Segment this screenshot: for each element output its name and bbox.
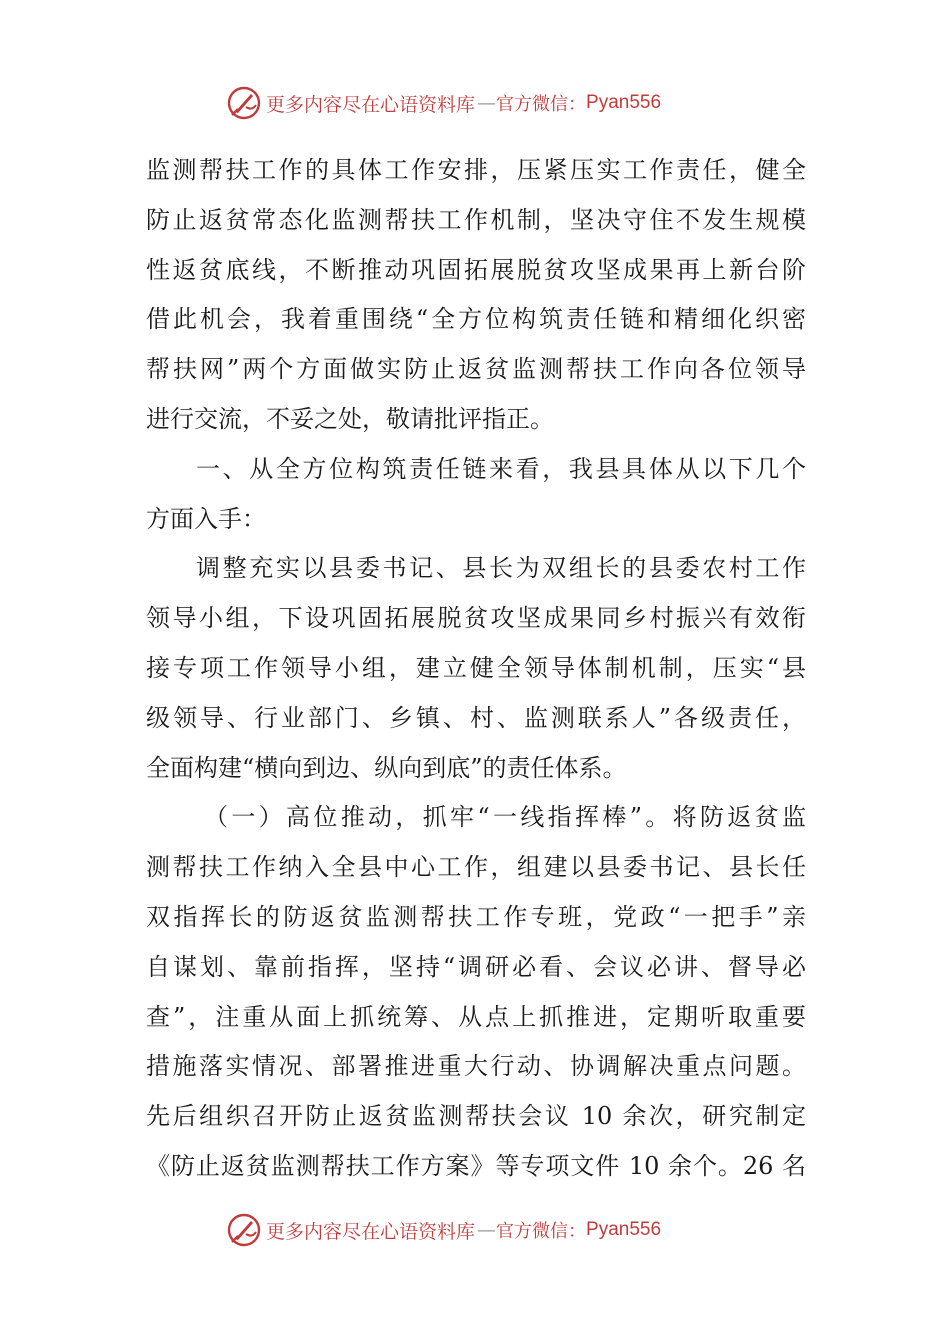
banner-wechat-label: 官方微信：	[496, 94, 587, 115]
body-line: 监测帮扶工作的具体工作安排，压紧压实工作责任，健全	[146, 156, 806, 184]
body-line: 进行交流，不妥之处，敬请批评指正。	[146, 404, 554, 433]
footer-banner	[226, 1210, 746, 1250]
section-heading-line: 一、从全方位构筑责任链来看，我县具体从以下几个	[196, 454, 806, 483]
body-line: 接专项工作领导小组，建立健全领导体制机制，压实“县	[146, 653, 806, 682]
banner-wechat-label: 官方微信：	[496, 1221, 587, 1242]
body-line: 性返贫底线，不断推动巩固拓展脱贫攻坚成果再上新台阶	[146, 255, 806, 284]
body-line: 测帮扶工作纳入全县中心工作，组建以县委书记、县长任	[146, 853, 806, 882]
body-line: 自谋划、靠前指挥，坚持“调研必看、会议必讲、督导必	[146, 952, 806, 981]
banner-wechat-id: Pyan556	[586, 1219, 662, 1240]
body-line: 方面入手：	[146, 504, 266, 533]
header-banner	[226, 83, 746, 123]
banner-lead-text: 更多内容尽在心语资料库	[266, 1220, 476, 1243]
banner-dash: —	[477, 1219, 495, 1241]
subsection-heading-line: （一）高位推动，抓牢“一线指挥棒”。将防返贫监	[204, 803, 806, 832]
banner-dash: —	[477, 92, 495, 114]
body-line: 帮扶网”两个方面做实防止返贫监测帮扶工作向各位领导	[146, 355, 806, 384]
paragraph-first-line: 调整充实以县委书记、县长为双组长的县委农村工作	[196, 554, 806, 583]
body-line: 先后组织召开防止返贫监测帮扶会议 10 余次，研究制定	[146, 1102, 806, 1131]
quill-logo-icon	[226, 85, 262, 121]
body-line: 措施落实情况、部署推进重大行动、协调解决重点问题。	[146, 1052, 806, 1081]
body-line: 领导小组，下设巩固拓展脱贫攻坚成果同乡村振兴有效衔	[146, 604, 806, 633]
banner-wechat-id: Pyan556	[586, 92, 662, 113]
body-line: 借此机会，我着重围绕“全方位构筑责任链和精细化织密	[146, 305, 806, 334]
body-line: 防止返贫常态化监测帮扶工作机制，坚决守住不发生规模	[146, 205, 806, 234]
document-body	[146, 146, 806, 1192]
body-line: 级领导、行业部门、乡镇、村、监测联系人”各级责任，	[146, 703, 806, 732]
body-line: 双指挥长的防返贫监测帮扶工作专班，党政“一把手”亲	[146, 902, 806, 931]
quill-logo-icon	[226, 1212, 262, 1248]
body-line: 查”，注重从面上抓统筹、从点上抓推进，定期听取重要	[146, 1002, 806, 1031]
banner-lead-text: 更多内容尽在心语资料库	[266, 93, 476, 116]
body-line: 《防止返贫监测帮扶工作方案》等专项文件 10 余个。26 名	[146, 1151, 806, 1180]
body-line: 全面构建“横向到边、纵向到底”的责任体系。	[146, 753, 627, 782]
